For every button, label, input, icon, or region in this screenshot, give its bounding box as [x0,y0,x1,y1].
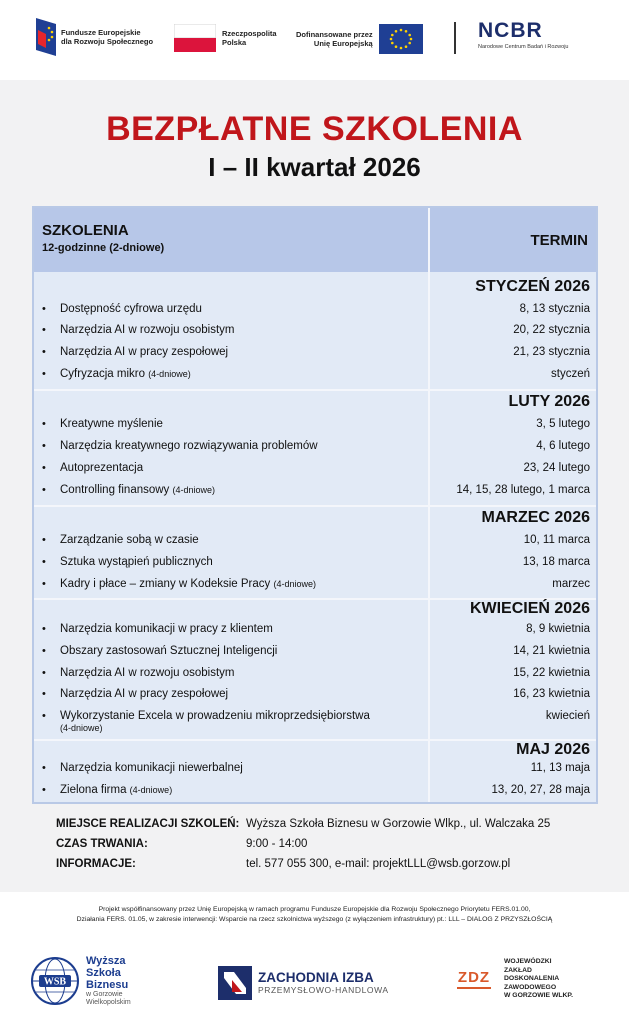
table-row: • Narzędzia kreatywnego rozwiązywania problemów 4, 6 lutego [42,440,590,452]
rp-logo-line1: Rzeczpospolita [222,29,277,38]
training-note: (4-dniowe) [129,785,173,795]
table-row: • Narzędzia AI w pracy zespołowej 21, 23 stycznia [42,346,590,358]
table-row: • Zielona firma (4-dniowe) 13, 20, 27, 28 maja [42,784,590,796]
training-name: Wykorzystanie Excela w prowadzeniu mikroprzedsiębiorstwa [60,710,370,722]
page-subtitle: I – II kwartał 2026 [208,152,421,182]
zip-logo [218,966,389,1000]
training-date: 13, 20, 27, 28 maja [491,784,590,796]
training-name: Autoprezentacja [60,462,144,474]
table-row: • Narzędzia AI w rozwoju osobistym 15, 22 kwietnia [42,667,590,679]
table-row: • Kreatywne myślenie 3, 5 lutego [42,418,590,430]
training-name: Narzędzia komunikacji w pracy z klientem [60,623,273,635]
table-row: • Narzędzia AI w rozwoju osobistym 20, 22 stycznia [42,324,590,336]
training-date: 23, 24 lutego [523,462,590,474]
training-date: kwiecień [545,710,590,722]
training-name: Zarządzanie sobą w czasie [60,534,199,546]
wsb-badge-text: WSB [43,976,67,988]
training-name: Controlling finansowy [60,484,170,496]
training-date: 14, 15, 28 lutego, 1 marca [456,484,590,496]
funding-note [0,905,629,925]
month-april: KWIECIEŃ 2026 [469,600,590,617]
training-name: Dostępność cyfrowa urzędu [60,303,202,315]
training-note: (4-dniowe) [172,485,216,495]
ncbr-logo [478,20,569,50]
wsb-l3: Biznesu [86,979,129,991]
training-name: Kreatywne myślenie [60,418,163,430]
table-header [34,208,596,272]
wsb-l5: Wielkopolskim [86,999,131,1006]
training-date: 4, 6 lutego [536,440,590,452]
header-logo-bar [0,0,629,80]
zdz-badge: ZDZ [457,969,491,987]
training-name: Narzędzia komunikacji niewerbalnej [60,762,243,774]
table-row: • Narzędzia komunikacji w pracy z klientem 8, 9 kwietnia [42,623,590,635]
table-row: • Dostępność cyfrowa urzędu 8, 13 stycznia [42,303,590,315]
training-date: 10, 11 marca [523,534,590,546]
table-row: • Narzędzia AI w pracy zespołowej 16, 23 kwietnia [42,688,590,700]
month-march: MARZEC 2026 [481,509,590,526]
funding-note-line2: Działania FERS. 01.05, w zakresie interwencji: Wsparcie na rzecz szkolnictwa wyższego (z wyłączeniem infrastruktury) pt.: LLL – DIALOG Z PRZYSZŁOŚCIĄ [76,916,553,923]
main-panel: BEZPŁATNE SZKOLENIA I – II kwartał 2026 SZKOLENIA 12-godzinne (2-dniowe) TERMIN STYCZEŃ 2026 • Dostępność cyfrowa urzędu 8, 13 stycznia • Narzędzia AI w rozwoju osobistym 20, 22 stycznia • Narzędzia AI w pracy zespołowej 21, 23 stycznia • Cyfryzacja mikro (4-dniowe) styczeń LUTY 2026 • Kreatywne myślenie 3, 5 lutego • Narzędzia kreatywnego rozwiązywania problemów 4, 6 lutego • Autoprezentacja 23, 24 lutego • Controlling finansowy (4-dniowe) 14, 15, 28 lutego, 1 marca MARZEC 2026 • Zarządzanie sobą w czasie 10, 11 marca • Sztuka wystąpień publicznych 13, 18 marca • Kadry i płace – zmiany w Kodeksie Pracy (4-dniowe) marzec KWIECIEŃ 2026 • Narzędzia komunikacji w pracy z klientem 8, 9 kwietnia • Obszary zastosowań Sztucznej Inteligencji 14, 21 kwietnia • Narzędzia AI w rozwoju osobistym 15, 22 kwietnia • Narzędzia AI w pracy zespołowej 16, 23 kwietnia • Wykorzystanie Excela w prowadzeniu mikroprzedsiębiorstwa (4-dniowe) kwiecień MAJ 2026 • Narzędzia komunikacji niewerbalnej 11, 13 maja • Zielona firma (4-dniowe) 13, 20, 27, 28 maja MIEJSCE REALIZACJI SZKOLEŃ: Wyższa Szkoła Biznesu w Gorzowie Wlkp., ul. Walczaka 25 CZAS TRWANIA: 9:00 - 14:00 INFORMACJE: tel. 577 055 300, e-mail: projektLLL@wsb.gorzow.pl [0,80,629,892]
fe-logo-line1: Fundusze Europejskie [61,28,141,37]
page-title: BEZPŁATNE SZKOLENIA [106,110,523,148]
table-row: • Obszary zastosowań Sztucznej Inteligencji 14, 21 kwietnia [42,645,590,657]
table-row: • Narzędzia komunikacji niewerbalnej 11, 13 maja [42,762,590,774]
training-date: 15, 22 kwietnia [513,667,590,679]
training-note: (4-dniowe) [60,723,103,733]
training-name: Cyfryzacja mikro [60,368,145,380]
col-term-title: TERMIN [530,232,588,249]
eu-logo-line1: Dofinansowane przez [296,30,373,39]
zdz-l4: ZAWODOWEGO [504,983,557,991]
fe-logo-line2: dla Rozwoju Społecznego [61,37,154,46]
month-separator [34,505,596,507]
wsb-l2: Szkoła [86,967,121,979]
table-row: • Sztuka wystąpień publicznych 13, 18 marca [42,556,590,568]
col-trainings-sub: 12-godzinne (2-dniowe) [42,242,165,254]
zdz-l1: WOJEWÓDZKI [504,958,552,965]
info-place-label: MIEJSCE REALIZACJI SZKOLEŃ: [56,818,240,830]
training-note: (4-dniowe) [273,579,317,589]
info-time-label: CZAS TRWANIA: [56,838,148,850]
zdz-l5: W GORZOWIE WLKP. [504,992,573,999]
training-name: Zielona firma [60,784,127,796]
info-contact-label: INFORMACJE [56,858,133,870]
training-name: Kadry i płace – zmiany w Kodeksie Pracy [60,578,271,590]
training-date: 16, 23 kwietnia [513,688,590,700]
training-date: 21, 23 stycznia [513,346,590,358]
table-row: • Autoprezentacja 23, 24 lutego [42,462,590,474]
table-row: • Controlling finansowy (4-dniowe) 14, 15, 28 lutego, 1 marca [42,484,590,496]
fe-logo-icon [36,18,56,56]
info-time-value: 9:00 - 14:00 [246,838,308,850]
eu-logo [296,24,423,54]
training-date: styczeń [551,368,590,380]
zip-l1: ZACHODNIA IZBA [258,970,374,985]
eu-flag-icon [379,24,423,54]
ncbr-logo-name: NCBR [478,19,543,42]
zdz-l2: ZAKŁAD [504,966,532,974]
training-date: 14, 21 kwietnia [513,645,590,657]
table-row: • Zarządzanie sobą w czasie 10, 11 marca [42,534,590,546]
training-name: Narzędzia AI w rozwoju osobistym [60,324,235,336]
wsb-l1: Wyższa [86,955,126,967]
logo-divider [454,22,456,54]
month-may: MAJ 2026 [516,741,590,758]
rp-logo [174,24,277,52]
training-note: (4-dniowe) [148,369,191,379]
month-separator [34,389,596,391]
eu-logo-line2: Unię Europejską [313,39,373,48]
col-trainings-title: SZKOLENIA [42,222,129,239]
month-separator [34,739,596,741]
training-name: Narzędzia AI w pracy zespołowej [60,688,229,700]
info-place-value: Wyższa Szkoła Biznesu w Gorzowie Wlkp., ul. Walczaka 25 [246,818,551,830]
wsb-l4: w Gorzowie [86,991,123,998]
zdz-underline [457,987,491,989]
zip-logo-icon [218,966,252,1000]
training-name: Narzędzia kreatywnego rozwiązywania problemów [60,440,318,452]
training-name: Narzędzia AI w pracy zespołowej [60,346,229,358]
wsb-logo [30,955,131,1007]
training-date: 20, 22 stycznia [513,324,590,336]
training-date: 8, 13 stycznia [519,303,590,315]
funding-note-line1: Projekt współfinansowany przez Unię Europejską w ramach programu Fundusze Europejskie dla Rozwoju Społecznego Priorytetu FERS.01.00, [98,906,531,913]
wsb-globe-icon [30,956,80,1006]
training-date: marzec [552,578,590,590]
training-date: 8, 9 kwietnia [526,623,590,635]
training-name: Obszary zastosowań Sztucznej Inteligencji [60,645,278,657]
info-contact-value: tel. 577 055 300, e-mail: projektLLL@wsb.gorzow.pl [246,858,511,870]
zdz-l3: DOSKONALENIA [504,975,560,982]
month-january: STYCZEŃ 2026 [475,278,590,295]
table-row: • Kadry i płace – zmiany w Kodeksie Pracy (4-dniowe) marzec [42,578,590,590]
zdz-logo [452,958,573,1001]
training-name: Narzędzia AI w rozwoju osobistym [60,667,235,679]
month-february: LUTY 2026 [508,393,590,410]
training-date: 13, 18 marca [522,556,590,568]
table-row: • Cyfryzacja mikro (4-dniowe) styczeń [42,368,590,380]
training-table [32,206,598,804]
fe-logo [36,18,153,56]
polish-flag-icon [174,24,216,52]
rp-logo-line2: Polska [222,38,247,47]
zip-l2: PRZEMYSŁOWO-HANDLOWA [258,985,389,995]
training-date: 11, 13 maja [530,762,590,774]
ncbr-logo-sub: Narodowe Centrum Badań i Rozwoju [478,44,569,50]
training-date: 3, 5 lutego [536,418,590,430]
training-name: Sztuka wystąpień publicznych [60,556,213,568]
table-row: • Wykorzystanie Excela w prowadzeniu mikroprzedsiębiorstwa (4-dniowe) kwiecień [42,710,590,733]
